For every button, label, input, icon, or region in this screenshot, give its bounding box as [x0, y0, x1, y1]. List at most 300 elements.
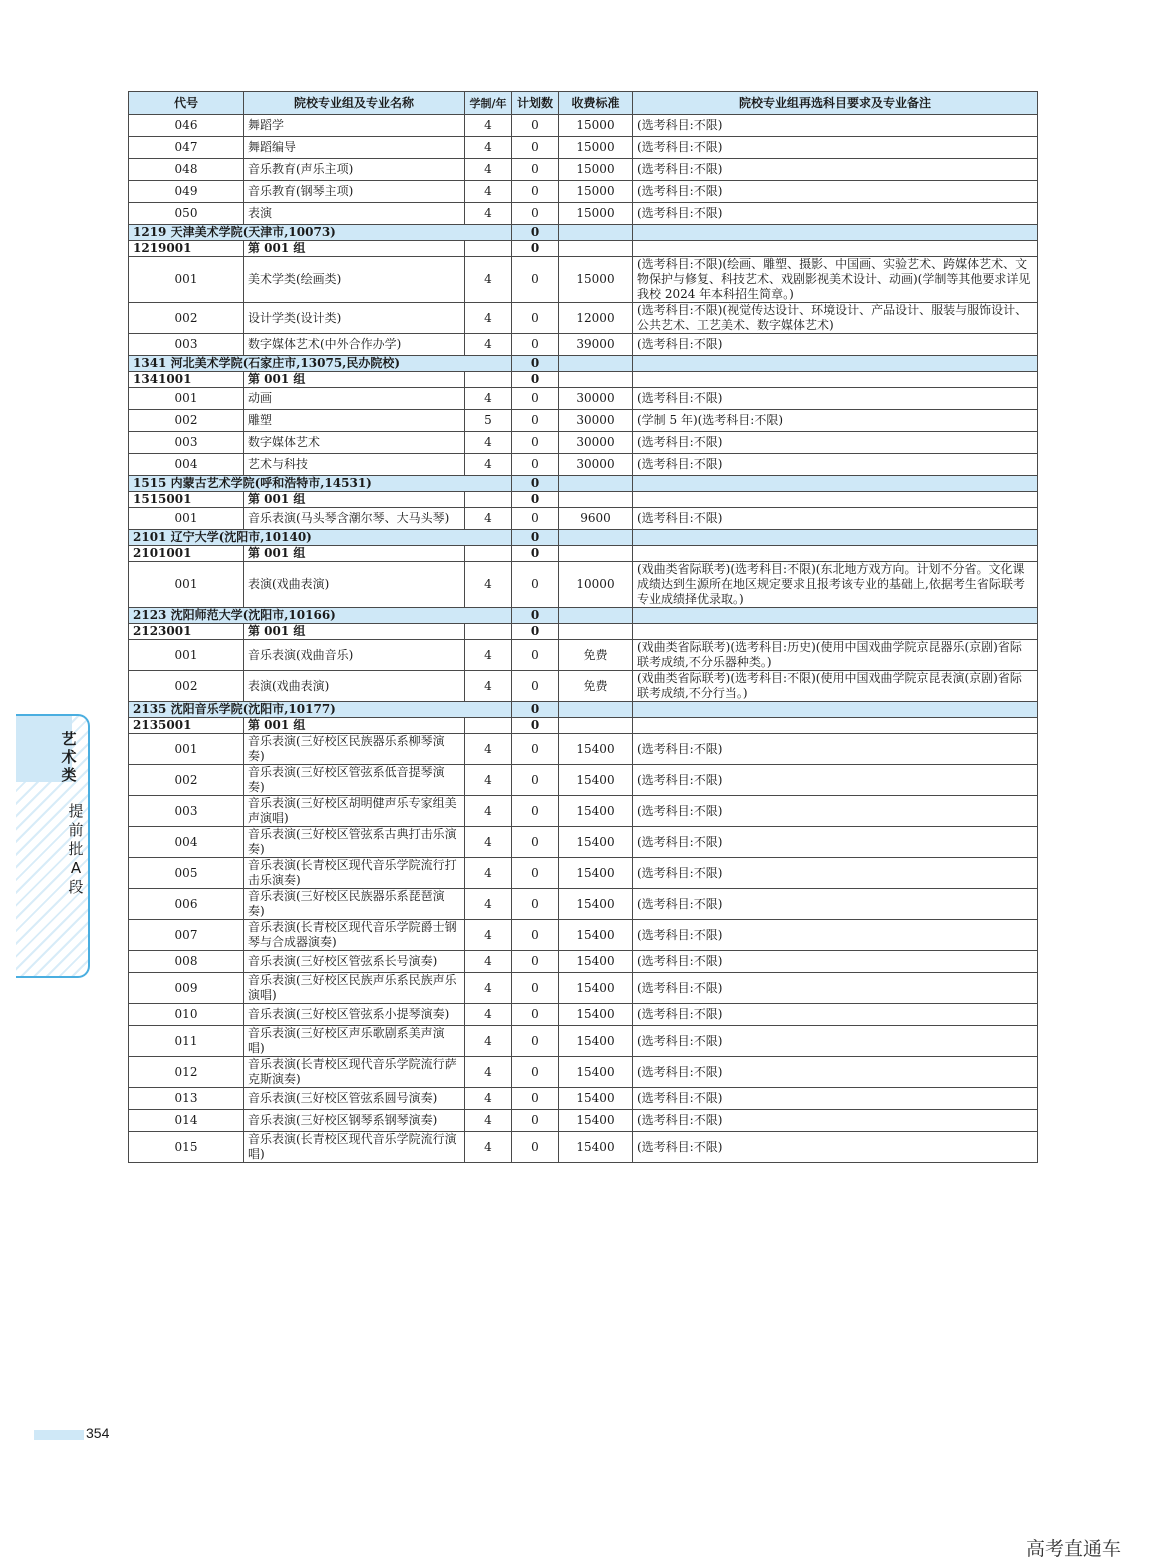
- plan-count: 0: [512, 718, 559, 734]
- major-row: [129, 734, 1038, 765]
- tuition-fee: 15400: [559, 920, 633, 951]
- plan-count: 0: [512, 702, 559, 718]
- major-code: 001: [129, 734, 244, 765]
- major-note: (选考科目:不限): [633, 796, 1038, 827]
- page-number: 354: [86, 1425, 110, 1441]
- major-name: 音乐表演(戏曲音乐): [244, 640, 465, 671]
- college-title: 1515 内蒙古艺术学院(呼和浩特市,14531): [129, 476, 512, 492]
- study-years: 4: [465, 734, 512, 765]
- fee-cell: [559, 702, 633, 718]
- major-name: 表演: [244, 203, 465, 225]
- major-name: 数字媒体艺术: [244, 432, 465, 454]
- major-row: [129, 765, 1038, 796]
- years-cell: [465, 372, 512, 388]
- tuition-fee: 30000: [559, 410, 633, 432]
- plan-count: 0: [512, 508, 559, 530]
- plan-count: 0: [512, 372, 559, 388]
- plan-count: 0: [512, 530, 559, 546]
- fee-cell: [559, 225, 633, 241]
- major-code: 013: [129, 1088, 244, 1110]
- major-row: [129, 640, 1038, 671]
- plan-count: 0: [512, 640, 559, 671]
- tuition-fee: 15400: [559, 1026, 633, 1057]
- major-note: (戏曲类省际联考)(选考科目:不限)(使用中国戏曲学院京昆表演(京剧)省际联考成绩,不分行当。): [633, 671, 1038, 702]
- study-years: 4: [465, 303, 512, 334]
- plan-count: 0: [512, 356, 559, 372]
- major-name: 音乐表演(三好校区管弦系长号演奏): [244, 951, 465, 973]
- study-years: 4: [465, 137, 512, 159]
- major-name: 音乐表演(长青校区现代音乐学院流行演唱): [244, 1132, 465, 1163]
- major-note: (选考科目:不限): [633, 1004, 1038, 1026]
- fee-cell: [559, 718, 633, 734]
- major-name: 音乐表演(长青校区现代音乐学院爵士钢琴与合成器演奏): [244, 920, 465, 951]
- major-note: (选考科目:不限): [633, 432, 1038, 454]
- note-cell: [633, 225, 1038, 241]
- major-note: (选考科目:不限): [633, 1088, 1038, 1110]
- plan-count: 0: [512, 1132, 559, 1163]
- study-years: 4: [465, 562, 512, 608]
- major-note: (选考科目:不限): [633, 765, 1038, 796]
- major-row: [129, 951, 1038, 973]
- tuition-fee: 15400: [559, 734, 633, 765]
- major-row: [129, 454, 1038, 476]
- major-name: 动画: [244, 388, 465, 410]
- major-code: 002: [129, 765, 244, 796]
- years-cell: [465, 492, 512, 508]
- tuition-fee: 9600: [559, 508, 633, 530]
- plan-count: 0: [512, 1110, 559, 1132]
- plan-count: 0: [512, 115, 559, 137]
- plan-count: 0: [512, 203, 559, 225]
- years-cell: [465, 241, 512, 257]
- study-years: 4: [465, 203, 512, 225]
- fee-cell: [559, 624, 633, 640]
- tuition-fee: 12000: [559, 303, 633, 334]
- major-name: 音乐教育(声乐主项): [244, 159, 465, 181]
- group-name: 第 001 组: [244, 624, 465, 640]
- major-note: (选考科目:不限): [633, 734, 1038, 765]
- study-years: 4: [465, 115, 512, 137]
- tuition-fee: 免费: [559, 640, 633, 671]
- major-code: 015: [129, 1132, 244, 1163]
- major-name: 设计学类(设计类): [244, 303, 465, 334]
- major-note: (选考科目:不限): [633, 1132, 1038, 1163]
- major-row: [129, 432, 1038, 454]
- study-years: 4: [465, 889, 512, 920]
- major-name: 音乐表演(三好校区管弦系圆号演奏): [244, 1088, 465, 1110]
- major-note: (选考科目:不限): [633, 159, 1038, 181]
- study-years: 4: [465, 858, 512, 889]
- study-years: 4: [465, 1110, 512, 1132]
- major-row: [129, 1110, 1038, 1132]
- major-code: 005: [129, 858, 244, 889]
- major-code: 004: [129, 454, 244, 476]
- group-row: [129, 718, 1038, 734]
- plan-count: 0: [512, 137, 559, 159]
- major-code: 008: [129, 951, 244, 973]
- plan-count: 0: [512, 303, 559, 334]
- tuition-fee: 15400: [559, 1088, 633, 1110]
- major-note: (选考科目:不限): [633, 858, 1038, 889]
- major-code: 004: [129, 827, 244, 858]
- plan-count: 0: [512, 241, 559, 257]
- major-row: [129, 508, 1038, 530]
- major-row: [129, 1004, 1038, 1026]
- major-name: 音乐表演(长青校区现代音乐学院流行萨克斯演奏): [244, 1057, 465, 1088]
- plan-count: 0: [512, 257, 559, 303]
- plan-count: 0: [512, 454, 559, 476]
- plan-count: 0: [512, 546, 559, 562]
- major-row: [129, 1132, 1038, 1163]
- page-number-bar: [34, 1430, 84, 1440]
- header-name: 院校专业组及专业名称: [244, 92, 465, 115]
- plan-count: 0: [512, 1088, 559, 1110]
- major-note: (学制 5 年)(选考科目:不限): [633, 410, 1038, 432]
- years-cell: [465, 624, 512, 640]
- major-row: [129, 562, 1038, 608]
- major-code: 001: [129, 388, 244, 410]
- major-note: (选考科目:不限)(视觉传达设计、环境设计、产品设计、服装与服饰设计、公共艺术、工艺美术、数字媒体艺术): [633, 303, 1038, 334]
- major-name: 数字媒体艺术(中外合作办学): [244, 334, 465, 356]
- tuition-fee: 15400: [559, 973, 633, 1004]
- plan-count: 0: [512, 765, 559, 796]
- major-code: 046: [129, 115, 244, 137]
- college-row: [129, 702, 1038, 718]
- college-title: 1219 天津美术学院(天津市,10073): [129, 225, 512, 241]
- plan-count: 0: [512, 1026, 559, 1057]
- major-name: 雕塑: [244, 410, 465, 432]
- tuition-fee: 15400: [559, 951, 633, 973]
- major-name: 表演(戏曲表演): [244, 562, 465, 608]
- study-years: 4: [465, 181, 512, 203]
- plan-count: 0: [512, 889, 559, 920]
- plan-count: 0: [512, 796, 559, 827]
- plan-count: 0: [512, 827, 559, 858]
- watermark-text: 高考直通车: [1026, 1538, 1122, 1560]
- fee-cell: [559, 492, 633, 508]
- major-row: [129, 858, 1038, 889]
- major-note: (选考科目:不限): [633, 1110, 1038, 1132]
- major-note: (选考科目:不限): [633, 1026, 1038, 1057]
- plan-count: 0: [512, 181, 559, 203]
- tuition-fee: 15400: [559, 858, 633, 889]
- major-row: [129, 303, 1038, 334]
- major-code: 047: [129, 137, 244, 159]
- major-row: [129, 181, 1038, 203]
- header-years: 学制/年: [465, 92, 512, 115]
- major-row: [129, 827, 1038, 858]
- study-years: 4: [465, 1088, 512, 1110]
- category-label: 艺术类: [61, 730, 77, 784]
- major-row: [129, 920, 1038, 951]
- major-code: 009: [129, 973, 244, 1004]
- major-name: 音乐教育(钢琴主项): [244, 181, 465, 203]
- note-cell: [633, 492, 1038, 508]
- plan-count: 0: [512, 1057, 559, 1088]
- major-row: [129, 1057, 1038, 1088]
- major-code: 006: [129, 889, 244, 920]
- major-row: [129, 257, 1038, 303]
- tuition-fee: 39000: [559, 334, 633, 356]
- tuition-fee: 15000: [559, 203, 633, 225]
- study-years: 4: [465, 640, 512, 671]
- major-note: (选考科目:不限): [633, 1057, 1038, 1088]
- study-years: 4: [465, 159, 512, 181]
- major-name: 音乐表演(三好校区胡明健声乐专家组美声演唱): [244, 796, 465, 827]
- fee-cell: [559, 546, 633, 562]
- plan-count: 0: [512, 920, 559, 951]
- tuition-fee: 15400: [559, 796, 633, 827]
- study-years: 4: [465, 1132, 512, 1163]
- note-cell: [633, 608, 1038, 624]
- study-years: 4: [465, 388, 512, 410]
- college-row: [129, 608, 1038, 624]
- tuition-fee: 15000: [559, 137, 633, 159]
- major-name: 舞蹈编导: [244, 137, 465, 159]
- major-code: 050: [129, 203, 244, 225]
- group-row: [129, 372, 1038, 388]
- major-note: (戏曲类省际联考)(选考科目:历史)(使用中国戏曲学院京昆器乐(京剧)省际联考成绩,不分乐器种类。): [633, 640, 1038, 671]
- major-row: [129, 796, 1038, 827]
- major-row: [129, 1026, 1038, 1057]
- major-note: (选考科目:不限): [633, 115, 1038, 137]
- note-cell: [633, 624, 1038, 640]
- major-name: 音乐表演(三好校区民族器乐系柳琴演奏): [244, 734, 465, 765]
- plan-count: 0: [512, 388, 559, 410]
- note-cell: [633, 530, 1038, 546]
- major-name: 音乐表演(三好校区钢琴系钢琴演奏): [244, 1110, 465, 1132]
- note-cell: [633, 718, 1038, 734]
- major-code: 003: [129, 796, 244, 827]
- college-title: 2123 沈阳师范大学(沈阳市,10166): [129, 608, 512, 624]
- group-name: 第 001 组: [244, 492, 465, 508]
- plan-count: 0: [512, 671, 559, 702]
- plan-count: 0: [512, 476, 559, 492]
- major-note: (选考科目:不限): [633, 973, 1038, 1004]
- major-code: 002: [129, 671, 244, 702]
- major-name: 音乐表演(三好校区管弦系小提琴演奏): [244, 1004, 465, 1026]
- major-note: (选考科目:不限): [633, 181, 1038, 203]
- plan-count: 0: [512, 624, 559, 640]
- major-name: 音乐表演(马头琴含潮尔琴、大马头琴): [244, 508, 465, 530]
- major-row: [129, 203, 1038, 225]
- tuition-fee: 15000: [559, 159, 633, 181]
- group-row: [129, 492, 1038, 508]
- major-note: (选考科目:不限): [633, 203, 1038, 225]
- study-years: 4: [465, 508, 512, 530]
- group-code: 2135001: [129, 718, 244, 734]
- major-name: 美术学类(绘画类): [244, 257, 465, 303]
- study-years: 4: [465, 1026, 512, 1057]
- fee-cell: [559, 608, 633, 624]
- study-years: 4: [465, 671, 512, 702]
- major-code: 001: [129, 640, 244, 671]
- major-row: [129, 137, 1038, 159]
- major-note: (选考科目:不限): [633, 137, 1038, 159]
- group-name: 第 001 组: [244, 241, 465, 257]
- plan-count: 0: [512, 225, 559, 241]
- college-row: [129, 225, 1038, 241]
- admission-plan-table: [128, 91, 1038, 1163]
- header-code: 代号: [129, 92, 244, 115]
- major-row: [129, 159, 1038, 181]
- major-row: [129, 671, 1038, 702]
- group-code: 2123001: [129, 624, 244, 640]
- tuition-fee: 15400: [559, 1132, 633, 1163]
- major-code: 002: [129, 303, 244, 334]
- major-row: [129, 115, 1038, 137]
- table-header-row: [129, 92, 1038, 115]
- group-code: 1341001: [129, 372, 244, 388]
- study-years: 4: [465, 334, 512, 356]
- tuition-fee: 10000: [559, 562, 633, 608]
- major-code: 048: [129, 159, 244, 181]
- major-note: (选考科目:不限): [633, 889, 1038, 920]
- study-years: 4: [465, 796, 512, 827]
- major-note: (选考科目:不限): [633, 388, 1038, 410]
- study-years: 4: [465, 920, 512, 951]
- plan-count: 0: [512, 858, 559, 889]
- note-cell: [633, 356, 1038, 372]
- group-row: [129, 241, 1038, 257]
- group-row: [129, 546, 1038, 562]
- group-name: 第 001 组: [244, 372, 465, 388]
- years-cell: [465, 546, 512, 562]
- note-cell: [633, 702, 1038, 718]
- study-years: 4: [465, 973, 512, 1004]
- group-code: 1219001: [129, 241, 244, 257]
- header-plan: 计划数: [512, 92, 559, 115]
- major-name: 音乐表演(三好校区管弦系古典打击乐演奏): [244, 827, 465, 858]
- major-row: [129, 889, 1038, 920]
- tuition-fee: 15400: [559, 889, 633, 920]
- college-title: 2101 辽宁大学(沈阳市,10140): [129, 530, 512, 546]
- plan-count: 0: [512, 410, 559, 432]
- tuition-fee: 30000: [559, 454, 633, 476]
- major-note: (选考科目:不限): [633, 454, 1038, 476]
- major-code: 001: [129, 508, 244, 530]
- study-years: 4: [465, 454, 512, 476]
- major-row: [129, 410, 1038, 432]
- fee-cell: [559, 476, 633, 492]
- major-code: 010: [129, 1004, 244, 1026]
- major-note: (选考科目:不限)(绘画、雕塑、摄影、中国画、实验艺术、跨媒体艺术、文物保护与修复、科技艺术、戏剧影视美术设计、动画)(学制等其他要求详见我校 2024 年本科招生简章。): [633, 257, 1038, 303]
- study-years: 5: [465, 410, 512, 432]
- years-cell: [465, 718, 512, 734]
- study-years: 4: [465, 432, 512, 454]
- major-name: 音乐表演(长青校区现代音乐学院流行打击乐演奏): [244, 858, 465, 889]
- major-code: 012: [129, 1057, 244, 1088]
- tuition-fee: 15000: [559, 115, 633, 137]
- plan-count: 0: [512, 1004, 559, 1026]
- group-code: 2101001: [129, 546, 244, 562]
- plan-count: 0: [512, 973, 559, 1004]
- college-row: [129, 530, 1038, 546]
- college-title: 1341 河北美术学院(石家庄市,13075,民办院校): [129, 356, 512, 372]
- major-code: 011: [129, 1026, 244, 1057]
- major-name: 艺术与科技: [244, 454, 465, 476]
- major-code: 001: [129, 257, 244, 303]
- major-name: 音乐表演(三好校区声乐歌剧系美声演唱): [244, 1026, 465, 1057]
- study-years: 4: [465, 1057, 512, 1088]
- major-note: (选考科目:不限): [633, 951, 1038, 973]
- major-note: (选考科目:不限): [633, 334, 1038, 356]
- major-row: [129, 388, 1038, 410]
- plan-count: 0: [512, 608, 559, 624]
- table-body: [129, 115, 1038, 1163]
- group-name: 第 001 组: [244, 546, 465, 562]
- major-name: 表演(戏曲表演): [244, 671, 465, 702]
- tuition-fee: 15400: [559, 1110, 633, 1132]
- study-years: 4: [465, 951, 512, 973]
- note-cell: [633, 241, 1038, 257]
- plan-count: 0: [512, 562, 559, 608]
- major-row: [129, 1088, 1038, 1110]
- tuition-fee: 30000: [559, 388, 633, 410]
- group-code: 1515001: [129, 492, 244, 508]
- study-years: 4: [465, 765, 512, 796]
- major-code: 049: [129, 181, 244, 203]
- tuition-fee: 15400: [559, 1057, 633, 1088]
- major-name: 舞蹈学: [244, 115, 465, 137]
- major-row: [129, 334, 1038, 356]
- study-years: 4: [465, 257, 512, 303]
- fee-cell: [559, 530, 633, 546]
- fee-cell: [559, 241, 633, 257]
- college-title: 2135 沈阳音乐学院(沈阳市,10177): [129, 702, 512, 718]
- plan-count: 0: [512, 951, 559, 973]
- major-code: 007: [129, 920, 244, 951]
- plan-count: 0: [512, 734, 559, 765]
- college-row: [129, 476, 1038, 492]
- major-name: 音乐表演(三好校区管弦系低音提琴演奏): [244, 765, 465, 796]
- fee-cell: [559, 372, 633, 388]
- plan-count: 0: [512, 492, 559, 508]
- header-fee: 收费标准: [559, 92, 633, 115]
- tuition-fee: 15000: [559, 257, 633, 303]
- major-code: 003: [129, 432, 244, 454]
- college-row: [129, 356, 1038, 372]
- header-note: 院校专业组再选科目要求及专业备注: [633, 92, 1038, 115]
- major-note: (选考科目:不限): [633, 508, 1038, 530]
- tuition-fee: 15400: [559, 765, 633, 796]
- tuition-fee: 15000: [559, 181, 633, 203]
- plan-count: 0: [512, 159, 559, 181]
- tuition-fee: 30000: [559, 432, 633, 454]
- major-code: 001: [129, 562, 244, 608]
- major-note: (选考科目:不限): [633, 827, 1038, 858]
- group-name: 第 001 组: [244, 718, 465, 734]
- plan-count: 0: [512, 334, 559, 356]
- study-years: 4: [465, 1004, 512, 1026]
- major-code: 014: [129, 1110, 244, 1132]
- major-name: 音乐表演(三好校区民族器乐系琵琶演奏): [244, 889, 465, 920]
- major-name: 音乐表演(三好校区民族声乐系民族声乐演唱): [244, 973, 465, 1004]
- note-cell: [633, 546, 1038, 562]
- major-code: 003: [129, 334, 244, 356]
- major-note: (戏曲类省际联考)(选考科目:不限)(东北地方戏方向。计划不分省。文化课成绩达到生源所在地区规定要求且报考该专业的基础上,依据考生省际联考专业成绩择优录取。): [633, 562, 1038, 608]
- note-cell: [633, 372, 1038, 388]
- note-cell: [633, 476, 1038, 492]
- major-code: 002: [129, 410, 244, 432]
- fee-cell: [559, 356, 633, 372]
- major-note: (选考科目:不限): [633, 920, 1038, 951]
- section-side-tab: [16, 714, 90, 978]
- major-row: [129, 973, 1038, 1004]
- tuition-fee: 免费: [559, 671, 633, 702]
- batch-label: 提前批A段: [68, 802, 84, 896]
- study-years: 4: [465, 827, 512, 858]
